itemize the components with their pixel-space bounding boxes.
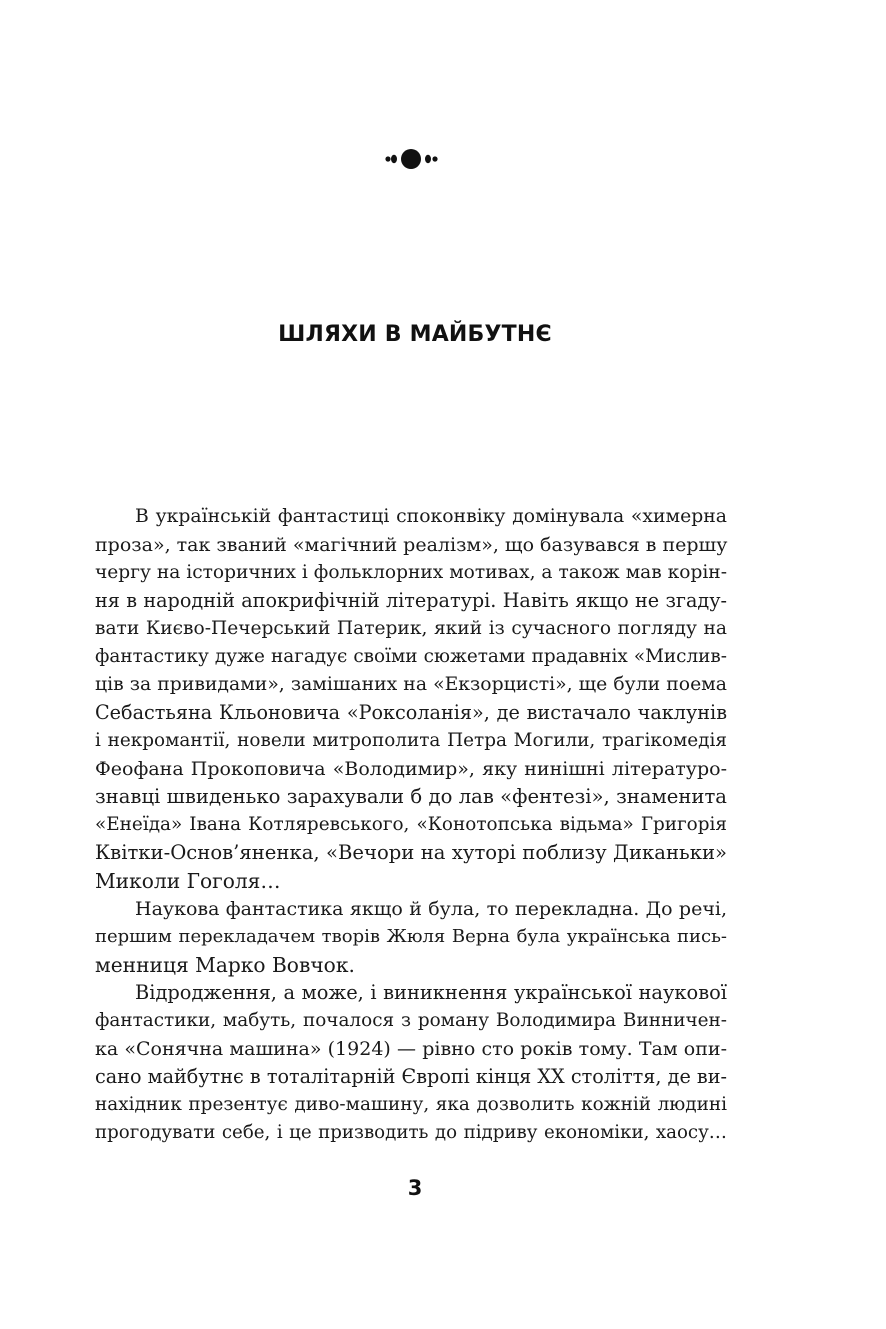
text-line: Квітки-Основ’яненка, «Вечори на хуторі поблизу Диканьки» (95, 841, 727, 864)
dots-ornament-icon (383, 147, 441, 171)
text-line: менниця Марко Вовчок. (95, 953, 355, 977)
paragraph (95, 895, 727, 979)
text-line: чергу на історичних і фольклорних мотивах, а також мав корін- (95, 562, 727, 583)
text-line: сано майбутнє в тоталітарній Європі кінця XX століття, де ви- (95, 1065, 727, 1088)
text-line: знавці швиденько зарахували б до лав «фентезі», знаменита (95, 785, 727, 808)
text-line: Наукова фантастика якщо й була, то перекладна. До речі, (135, 898, 727, 920)
text-line: і некромантії, новели митрополита Петра Могили, трагікомедія (95, 730, 727, 751)
chapter-title: ШЛЯХИ В МАЙБУТНЄ (278, 322, 552, 347)
text-line: Відродження, а може, і виникнення української наукової (135, 981, 727, 1004)
text-line: ка «Сонячна машина» (1924) — рівно сто років тому. Там опи- (95, 1038, 727, 1060)
text-line: В українській фантастиці споконвіку домінувала «химерна (135, 506, 727, 527)
paragraph (95, 503, 727, 895)
text-line: нахідник презентує диво-машину, яка дозволить кожній людині (95, 1094, 727, 1115)
text-line: Себастьяна Кльоновича «Роксоланія», де вистачало чаклунів (95, 701, 727, 724)
text-line: «Енеїда» Івана Котляревського, «Конотопська відьма» Григорія (95, 814, 727, 835)
text-line: прогодувати себе, і це призводить до підриву економіки, хаосу… (95, 1122, 727, 1143)
text-line: Миколи Гоголя… (95, 869, 281, 893)
text-line: ців за привидами», замішаних на «Екзорцисті», ще були поема (95, 674, 727, 695)
text-line: вати Києво-Печерський Патерик, який із сучасного погляду на (95, 618, 727, 639)
body-text (95, 503, 727, 1147)
text-line: проза», так званий «магічний реалізм», що базувався в першу (95, 534, 728, 556)
text-line: першим перекладачем творів Жюля Верна була українська пись- (95, 926, 727, 947)
text-line: фантастики, мабуть, почалося з роману Володимира Винничен- (95, 1010, 727, 1031)
text-line: ня в народній апокрифічній літературі. Навіть якщо не згаду- (95, 589, 727, 612)
page-number: 3 (407, 1176, 423, 1200)
text-line: Феофана Прокоповича «Володимир», яку нинішні літературо- (95, 758, 727, 780)
text-line: фантастику дуже нагадує своїми сюжетами прадавніх «Мислив- (95, 646, 727, 667)
paragraph (95, 979, 727, 1147)
